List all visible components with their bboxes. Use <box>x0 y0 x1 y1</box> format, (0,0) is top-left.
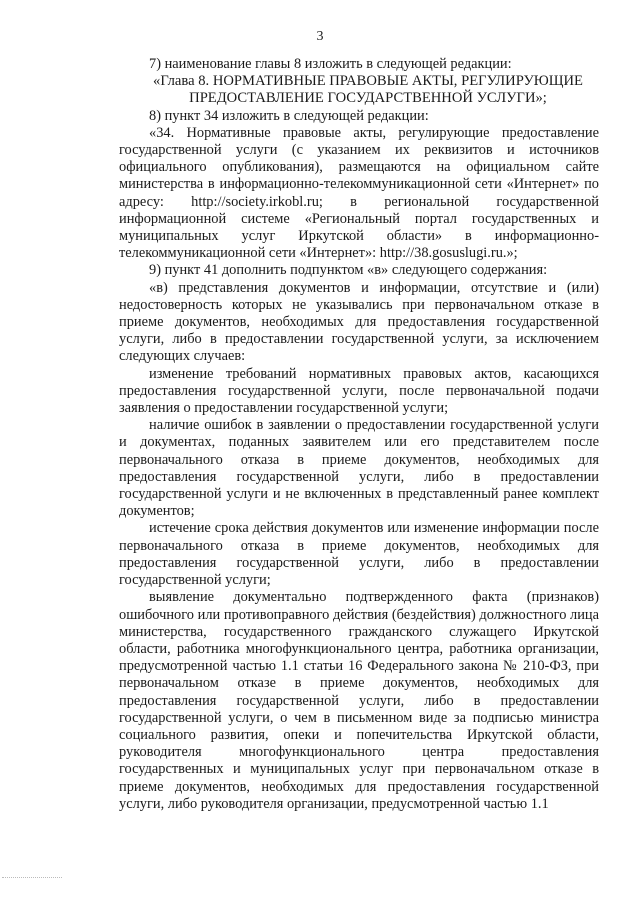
paragraph-subclause-v: «в) представления документов и информации, отсутствие и (или) недостоверность которых не указывались при первоначальном отказе в приеме документов, необходимых для предоставления государственной услуги, либо в предоставлении государственной услуги, за исключением следующих случаев: <box>119 279 599 365</box>
page-number: 3 <box>316 29 324 44</box>
paragraph-exception-1: изменение требований нормативных правовых актов, касающихся предоставления государственной услуги, после первоначальной подачи заявления о предоставлении государственной услуги; <box>119 365 599 417</box>
paragraph-exception-2: наличие ошибок в заявлении о предоставлении государственной услуги и документах, поданных заявителем или его представителем после первоначального отказа в приеме документов, необходимых для предоставления государственной услуги, либо в предоставлении государственной услуги и не включенных в представленный ранее комплект документов; <box>119 417 599 520</box>
document-body <box>119 56 599 813</box>
paragraph-item-9: 9) пункт 41 дополнить подпунктом «в» следующего содержания: <box>149 262 548 279</box>
paragraph-clause-34: «34. Нормативные правовые акты, регулирующие предоставление государственной услуги (с указанием их реквизитов и источников официального опубликования), размещаются на официальном сайте министерства в информационно-телекоммуникационной сети «Интернет» по адресу: http://society.irkobl.ru; в региональной государственной информационной системе «Региональный портал государственных и муниципальных услуг Иркутской области» в информационно-телекоммуникационной сети «Интернет»: http://38.gosuslugi.ru.»; <box>119 124 599 262</box>
paragraph-exception-3: истечение срока действия документов или изменение информации после первоначального отказа в приеме документов, необходимых для предоставления государственной услуги, либо в предоставлении государственной услуги; <box>119 520 599 589</box>
chapter-heading-quote: «Глава 8. НОРМАТИВНЫЕ ПРАВОВЫЕ АКТЫ, РЕГУЛИРУЮЩИЕ ПРЕДОСТАВЛЕНИЕ ГОСУДАРСТВЕННОЙ УСЛУГИ»; <box>153 73 583 107</box>
footer-divider <box>2 877 62 878</box>
paragraph-item-7: 7) наименование главы 8 изложить в следующей редакции: <box>149 56 512 72</box>
paragraph-item-8: 8) пункт 34 изложить в следующей редакции: <box>149 107 429 124</box>
paragraph-exception-4: выявление документально подтвержденного факта (признаков) ошибочного или противоправного действия (бездействия) должностного лица министерства, государственного гражданского служащего Иркутской области, работника многофункционального центра, работника организации, предусмотренной частью 1.1 статьи 16 Федерального закона № 210-ФЗ, при первоначальном отказе в приеме документов, необходимых для предоставления государственной услуги, либо в предоставлении государственной услуги, о чем в письменном виде за подписью министра социального развития, опеки и попечительства Иркутской области, руководителя многофункционального центра предоставления государственных и муниципальных услуг при первоначальном отказе в приеме документов, необходимых для предоставления государственной услуги, либо руководителя организации, предусмотренной частью 1.1 <box>119 589 599 812</box>
